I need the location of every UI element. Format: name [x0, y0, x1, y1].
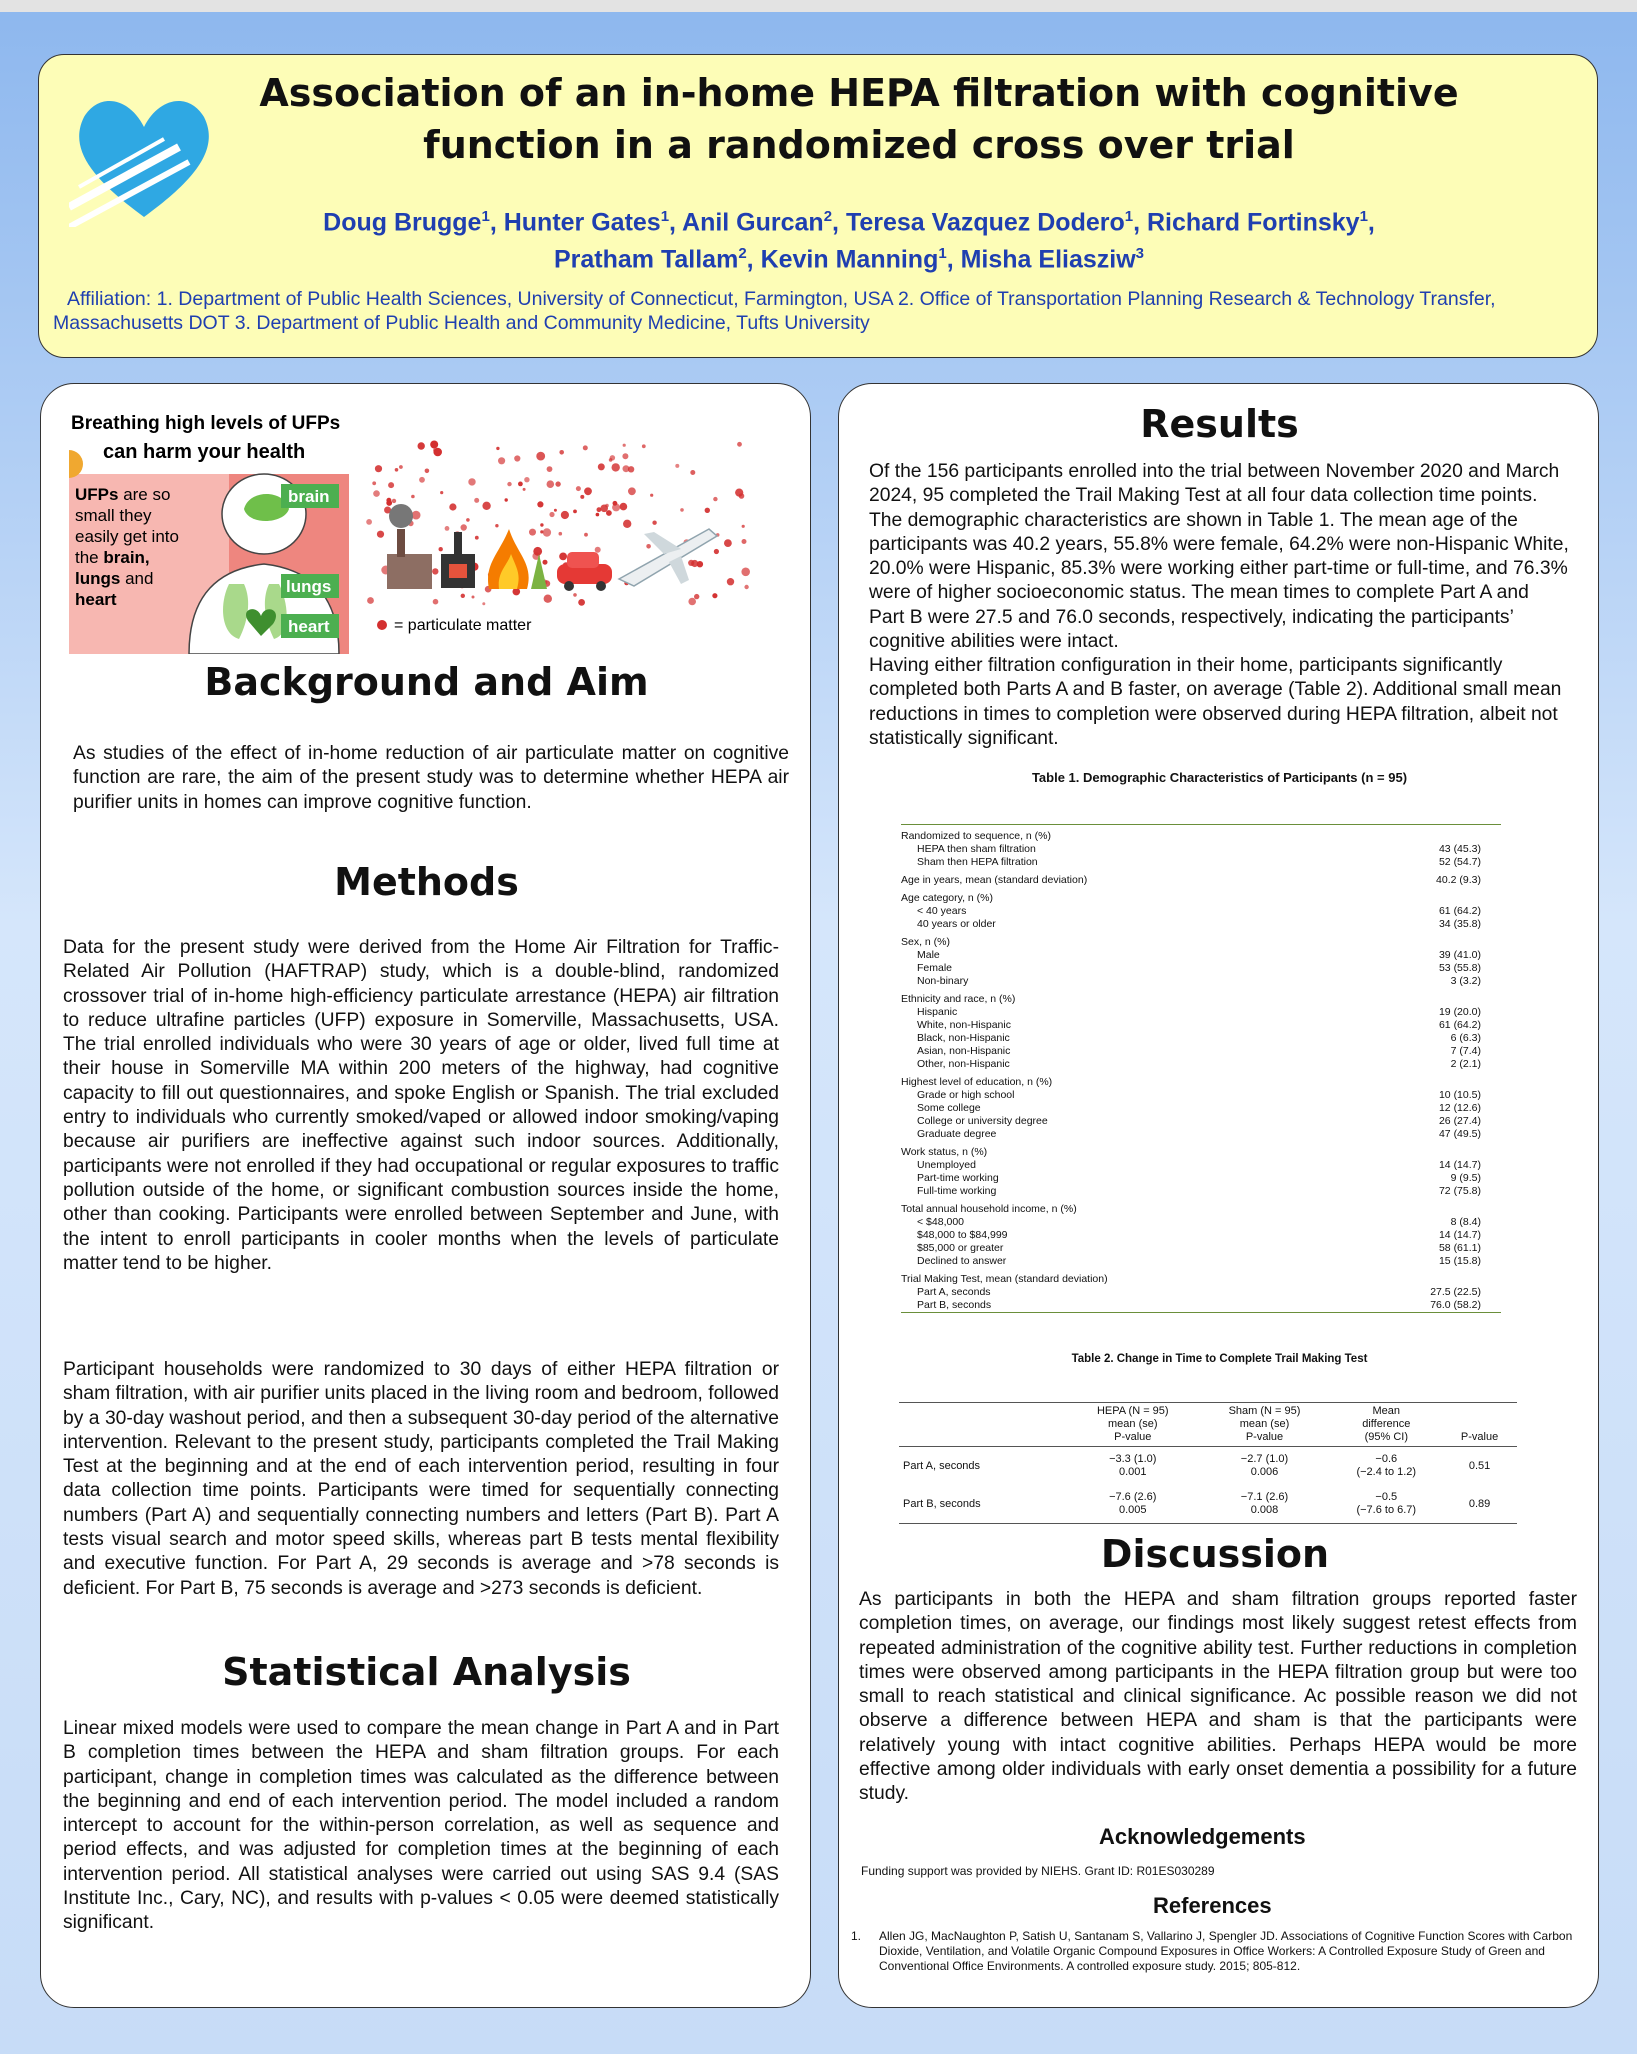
particle-dot	[744, 585, 748, 589]
particle-dot	[418, 442, 425, 449]
particle-dot	[524, 477, 529, 482]
particle-dot	[609, 458, 613, 462]
ufp-infographic	[69, 404, 759, 654]
table-1-row: Female 53 (55.8)	[917, 962, 1481, 974]
particle-dot	[559, 532, 563, 536]
wildfire-icon	[488, 529, 547, 589]
particle-dot	[514, 455, 520, 461]
particle-dot	[439, 547, 443, 551]
table-2-column-header	[899, 1403, 1067, 1447]
table-1-row: Non-binary 3 (3.2)	[917, 975, 1481, 987]
particle-dot	[688, 598, 696, 606]
infographic-heading-2: can harm your health	[103, 441, 306, 463]
particle-dot	[584, 487, 592, 495]
particle-dot	[549, 512, 554, 517]
acknowledgements-heading: Acknowledgements	[1099, 1824, 1306, 1849]
statistical-analysis-heading: Statistical Analysis	[222, 1650, 631, 1694]
particle-dot	[498, 457, 505, 464]
author-name: Hunter Gates	[503, 208, 661, 237]
background-text: As studies of the effect of in-home reduction of air particulate matter on cognitive function are rare, the aim of the present study was to determine whether HEPA air purifier units in homes can improve cognitive function.	[73, 743, 789, 813]
author-name: Misha Eliasziw	[960, 245, 1136, 274]
legend-dot-icon	[377, 620, 387, 630]
reference-item: Allen JG, MacNaughton P, Satish U, Santanam S, Vallarino J, Spengler JD. Associations of Cognitive Function Scores with Carbon Dioxide, Ventilation, and Volatile Organic Compound Exposures in Office Workers: A Controlled Exposure Study of Green and Conventional Office Environments. A controlled exposure study. 2015; 805-812.	[879, 1929, 1573, 1973]
particle-dot	[573, 510, 577, 514]
particle-dot	[537, 501, 543, 507]
particle-dot	[622, 453, 628, 459]
particle-dot	[536, 452, 545, 461]
author-affiliation-number: 1	[938, 245, 947, 263]
table-1-row: Some college 12 (12.6)	[917, 1102, 1481, 1114]
particle-dot	[388, 482, 394, 488]
particle-dot	[433, 599, 439, 605]
particle-dot	[412, 511, 421, 520]
particle-dot	[540, 530, 543, 533]
table-1-row: $85,000 or greater 58 (61.1)	[917, 1242, 1481, 1254]
author-name: Richard Fortinsky	[1147, 208, 1360, 237]
table-1-row: Full-time working 72 (75.8)	[917, 1185, 1481, 1197]
particle-dot	[705, 508, 710, 513]
particle-dot	[578, 599, 585, 606]
ufp-description: UFPs are so small they easily get into the brain, lungs and heart	[75, 485, 179, 609]
particle-dot	[691, 560, 698, 567]
reference-number: 1.	[851, 1929, 862, 1943]
particle-dot	[425, 469, 430, 474]
particle-dot	[675, 464, 679, 468]
particle-dot	[580, 495, 584, 499]
particulate-legend: = particulate matter	[394, 617, 532, 634]
table-1-row: College or university degree 26 (27.4)	[917, 1115, 1481, 1127]
author-name: Doug Brugge	[323, 208, 482, 237]
particle-dot	[395, 468, 399, 472]
table-1-group-row: Sex, n (%)	[901, 936, 951, 948]
infographic-heading-1: Breathing high levels of UFPs	[71, 413, 341, 434]
particle-dot	[555, 481, 560, 486]
table-1-row: Male 39 (41.0)	[917, 949, 1481, 961]
particle-dot	[472, 596, 475, 599]
lungs-label: lungs	[286, 577, 332, 596]
particle-dot	[561, 511, 569, 519]
particle-dot	[737, 442, 742, 447]
table-1-row: White, non-Hispanic 61 (64.2)	[917, 1019, 1481, 1031]
particle-dot	[367, 597, 374, 604]
author-affiliation-number: 2	[738, 245, 747, 263]
table-2-title: Table 2. Change in Time to Complete Trail Making Test	[1071, 1353, 1368, 1365]
particle-dot	[628, 487, 636, 495]
particle-dot	[605, 504, 609, 508]
particle-dot	[461, 524, 467, 530]
author-line-1: Doug Brugge$^1$, Hunter Gates$^1$, Anil Gurcan$^2$, Teresa Vazquez Dodero$^1$, Richard Fortinsky$^1$,	[323, 208, 1375, 237]
particle-dot	[620, 503, 628, 511]
window-top-bar	[0, 0, 1637, 12]
particle-dot	[399, 465, 403, 469]
author-affiliation-number: 1	[481, 208, 490, 225]
table-1-row: Graduate degree 47 (49.5)	[917, 1128, 1481, 1140]
particle-dot	[468, 478, 475, 485]
particle-dot	[714, 549, 719, 554]
author-affiliation-number: 2	[823, 208, 833, 225]
particle-dot	[419, 477, 425, 483]
table-1-group-row: Total annual household income, n (%)	[901, 1203, 1077, 1215]
particle-dot	[529, 529, 536, 536]
poster-header	[38, 54, 1598, 358]
particle-dot	[461, 594, 465, 598]
table-1-row: Part-time working 9 (9.5)	[917, 1172, 1481, 1184]
particle-dot	[495, 524, 498, 527]
particle-dot	[554, 509, 557, 512]
table-1-row: Grade or high school 10 (10.5)	[917, 1089, 1481, 1101]
author-affiliation-number: 1	[1124, 208, 1134, 225]
right-column-panel	[838, 383, 1599, 2008]
particle-dot	[386, 498, 391, 503]
particle-dot	[445, 526, 450, 531]
wood-stove-icon	[441, 532, 475, 588]
particle-dot	[547, 466, 553, 472]
table-2-header-row	[899, 1403, 1517, 1447]
table-1-row: $48,000 to $84,999 14 (14.7)	[917, 1229, 1481, 1241]
references-heading: References	[1153, 1893, 1272, 1918]
affiliation-text: Affiliation: 1. Department of Public Health Sciences, University of Connecticut, Farmington, USA 2. Office of Transportation Planning Research & Technology Transfer, Massachusetts DOT 3. Department of Public Health and Community Medicine, Tufts University	[53, 288, 1496, 334]
particle-dot	[612, 503, 620, 511]
particle-dot	[392, 499, 396, 503]
table-1-row: Declined to answer 15 (15.8)	[917, 1255, 1481, 1267]
table-1-row: 40 years or older 34 (35.8)	[917, 918, 1481, 930]
particle-dot	[523, 488, 526, 491]
particle-dot	[559, 553, 567, 561]
table-1-group-row: Work status, n (%)	[901, 1146, 988, 1158]
particle-dot	[430, 441, 438, 449]
particle-dot	[440, 491, 443, 494]
author-line-2: Pratham Tallam$^2$, Kevin Manning$^1$, Misha Eliasziw$^3$	[553, 245, 1145, 274]
particle-dot	[623, 520, 631, 528]
particle-dot	[466, 518, 470, 522]
particle-dot	[583, 445, 588, 450]
particle-dot	[576, 486, 581, 491]
particle-dot	[642, 444, 646, 448]
table-2-column-header: Sham (N = 95) mean (se) P-value	[1199, 1403, 1331, 1447]
particle-dot	[584, 533, 588, 537]
methods-paragraph-1: Data for the present study were derived from the Home Air Filtration for Traffic-Related Air Pollution (HAFTRAP) study, which is a double-blind, randomized crossover trial of in-home high-efficiency particulate arrestance (HEPA) air filtration to reduce ultrafine particles (UFP) exposure in Somerville, Massachusetts, USA. The trial enrolled individuals who were 30 years of age or older, lived full time at their house in Somerville MA within 200 meters of the highway, had cognitive capacity to fill out questionnaires, and spoke English or Spanish. The trial excluded entry to individuals who currently smoked/vaped or allowed indoor smoking/vaping because air purifiers are ineffective against such indoor sources. Additionally, participants were not enrolled if they had occupational or regular exposures to traffic pollution outside of the home, or significant combustion sources inside the home, other than cooking. Participants were enrolled between September and June, with the intent to enroll participants in cooler months when the levels of particulate matter tend to be higher.	[63, 937, 779, 1274]
particle-dot	[573, 593, 577, 597]
table-2-row: Part B, seconds −7.6 (2.6) 0.005 −7.1 (2.6) 0.008 −0.5 (−7.6 to 6.7) 0.89	[899, 1485, 1517, 1524]
table-1-row: Black, non-Hispanic 6 (6.3)	[917, 1032, 1481, 1044]
particle-dot	[372, 481, 376, 485]
trail-making-change-table	[899, 1402, 1517, 1524]
table-1-row: Asian, non-Hispanic 7 (7.4)	[917, 1045, 1481, 1057]
table-1-row: Sham then HEPA filtration 52 (54.7)	[917, 856, 1481, 868]
particle-dot	[449, 503, 456, 510]
background-heading: Background and Aim	[204, 660, 649, 704]
author-name: Anil Gurcan	[682, 208, 824, 237]
funding-text: Funding support was provided by NIEHS. Grant ID: R01ES030289	[861, 1864, 1215, 1878]
particle-dot	[543, 560, 548, 565]
author-affiliation-number: 1	[660, 208, 670, 225]
particle-dot	[606, 510, 612, 516]
airplane-icon	[619, 529, 717, 586]
particle-dot	[713, 497, 717, 501]
discussion-text: As participants in both the HEPA and sham filtration groups reported faster completion times, on average, our findings most likely suggest retest effects from repeated administration of the cognitive ability test. Further reductions in completion times were observed among participants in the HEPA filtration group but were too small to reach statistical and clinical significance. Ac possible reason we did not observe a difference between HEPA and sham is that the participants were relatively young with intact cognitive abilities. Perhaps HEPA would be more effective among older individuals with early onset dementia a possibility for a future study.	[859, 1589, 1577, 1805]
particle-dot	[540, 523, 543, 526]
particle-dot	[690, 470, 695, 475]
particle-dot	[727, 578, 734, 585]
particle-dot	[712, 593, 717, 598]
particle-dot	[496, 447, 499, 450]
author-affiliation-number: 1	[1359, 208, 1368, 225]
statistical-analysis-text: Linear mixed models were used to compare the mean change in Part A and in Part B completion times between the HEPA and sham filtration groups. For each participant, change in completion times was calculated as the difference between the beginning and end of each intervention period. The model included a random intercept to account for the within-person correlation, as well as sequence and period effects, and was adjusted for completion times at the beginning of each intervention period. All statistical analyses were carried out using SAS 9.4 (SAS Institute Inc., Cary, NC), and results with p-values < 0.05 were deemed statistically significant.	[63, 1718, 779, 1934]
results-paragraph-1: Of the 156 participants enrolled into the trial between November 2020 and March 2024, 95 completed the Trail Making Test at all four data collection time points. The demographic characteristics are shown in Table 1. The mean age of the participants was 40.2 years, 55.8% were female, 64.2% were non-Hispanic White, 20.0% were Hispanic, 85.3% were working either part-time or full-time, and 76.3% were of higher socioeconomic status. The mean times to complete Part A and Part B were 27.5 and 76.0 seconds, respectively, indicating the participants’ cognitive abilities were intact.	[869, 461, 1569, 653]
demographics-table	[901, 825, 1501, 1313]
table-1-row: < 40 years 61 (64.2)	[917, 905, 1481, 917]
table-2-column-header: P-value	[1442, 1403, 1517, 1447]
particle-dot	[595, 547, 601, 553]
particle-dot	[724, 539, 732, 547]
particle-dot	[482, 602, 485, 605]
table-1-row: Hispanic 19 (20.0)	[917, 1006, 1481, 1018]
author-list	[159, 201, 1539, 276]
table-1-group-row: Age category, n (%)	[901, 892, 994, 904]
particle-dot	[612, 463, 620, 471]
table-1-group-row: Randomized to sequence, n (%)	[901, 830, 1051, 842]
particle-dot	[474, 498, 479, 503]
table-2-column-header: Mean difference (95% CI)	[1330, 1403, 1442, 1447]
particle-dot	[596, 513, 600, 517]
particle-dot	[475, 536, 479, 540]
table-1-group-row: Trial Making Test, mean (standard deviation)	[901, 1273, 1108, 1285]
table-1-group-row: Age in years, mean (standard deviation) 40.2 (9.3)	[901, 874, 1481, 886]
table-1-title: Table 1. Demographic Characteristics of Participants (n = 95)	[1031, 770, 1408, 785]
particle-dot	[518, 482, 523, 487]
poster-title	[199, 67, 1519, 171]
table-1-row: HEPA then sham filtration 43 (45.3)	[917, 843, 1481, 855]
particle-dot	[742, 539, 747, 544]
particle-dot	[411, 495, 415, 499]
particle-dot	[652, 521, 656, 525]
methods-paragraph-2: Participant households were randomized to 30 days of either HEPA filtration or sham filtration, with air purifier units placed in the living room and bedroom, followed by a 30-day washout period, and then a subsequent 30-day period of the alternative intervention. Relevant to the present study, participants completed the Trail Making Test at the beginning and at the end of each intervention period, resulting in four data collection time points. Participants were timed for sequentially connecting numbers (Part A) and sequentially connecting numbers and letters (Part B). Part A tests visual search and motor speed skills, whereas part B tests mental flexibility and executive function. For Part A, 29 seconds is average and >78 seconds is deficient. For Part B, 75 seconds is average and >273 seconds is deficient.	[63, 1359, 779, 1599]
particle-dot	[741, 568, 750, 577]
particle-dot	[507, 482, 511, 486]
particle-dot	[482, 502, 490, 510]
particle-dot	[543, 528, 551, 536]
particle-dot	[366, 519, 372, 525]
discussion-heading: Discussion	[1100, 1532, 1330, 1576]
particle-dot	[623, 444, 626, 447]
particle-dot	[742, 525, 745, 528]
author-affiliation-number: 3	[1135, 245, 1145, 263]
table-1-row: Part A, seconds 27.5 (22.5)	[917, 1286, 1481, 1298]
particle-dot	[735, 489, 743, 497]
particle-dot	[646, 544, 651, 549]
brain-label: brain	[288, 487, 330, 506]
particle-dot	[433, 448, 436, 451]
particle-dot	[505, 498, 508, 501]
table-1-row: Unemployed 14 (14.7)	[917, 1159, 1481, 1171]
results-paragraph-2: Having either filtration configuration in their home, participants significantly completed both Parts A and B faster, on average (Table 2). Additional small mean reductions in times to completion were observed during HEPA filtration, albeit not statistically significant.	[869, 655, 1562, 749]
results-heading: Results	[1140, 402, 1299, 446]
table-1-group-row: Ethnicity and race, n (%)	[901, 993, 1016, 1005]
author-name: Pratham Tallam	[553, 245, 739, 274]
methods-heading: Methods	[334, 860, 519, 904]
particle-dot	[544, 595, 552, 603]
particle-dot	[598, 463, 605, 470]
heart-label: heart	[288, 617, 330, 636]
title-line-1: Association of an in-home HEPA filtration with cognitive	[259, 71, 1459, 115]
particle-dot	[373, 490, 380, 497]
particle-dot	[377, 531, 384, 538]
table-1-group-row: Highest level of education, n (%)	[901, 1076, 1053, 1088]
particle-dot	[694, 594, 699, 599]
factory-icon	[387, 504, 432, 589]
particle-dot	[559, 450, 564, 455]
particle-dot	[650, 494, 653, 497]
particle-dot	[623, 465, 630, 472]
table-1-row: < $48,000 8 (8.4)	[917, 1216, 1481, 1228]
particle-dot	[375, 465, 382, 472]
author-name: Teresa Vazquez Dodero	[845, 208, 1125, 237]
table-2-column-header: HEPA (N = 95) mean (se) P-value	[1067, 1403, 1199, 1447]
left-column-panel	[40, 383, 811, 2008]
particle-dot	[547, 480, 555, 488]
table-1-row: Other, non-Hispanic 2 (2.1)	[917, 1058, 1481, 1070]
title-line-2: function in a randomized cross over trial	[423, 123, 1295, 167]
particle-dot	[432, 568, 438, 574]
author-name: Kevin Manning	[760, 245, 939, 274]
particle-dot	[680, 508, 684, 512]
table-1-row: Part B, seconds 76.0 (58.2)	[901, 1299, 1501, 1313]
table-2-row: Part A, seconds −3.3 (1.0) 0.001 −2.7 (1.0) 0.006 −0.6 (−2.4 to 1.2) 0.51	[903, 1453, 1491, 1478]
